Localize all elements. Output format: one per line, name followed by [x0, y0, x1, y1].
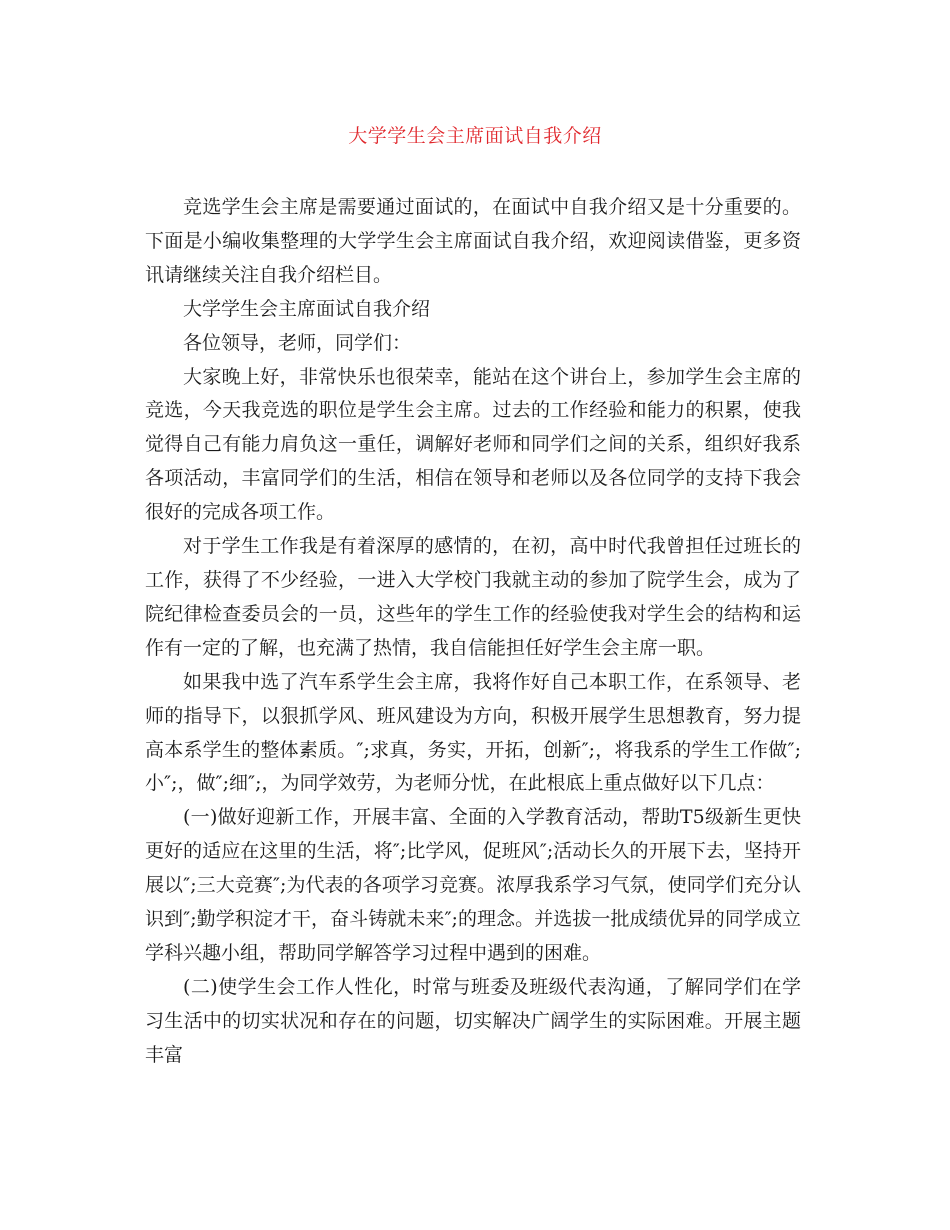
paragraph-heading: 大学学生会主席面试自我介绍: [183, 297, 431, 320]
document-title: 大学学生会主席面试自我介绍: [348, 125, 602, 147]
paragraph-point-two: (二)使学生会工作人性化，时常与班委及班级代表沟通，了解同学们在学习生活中的切实状况和存在的问题，切实解决广阔学生的实际困难。开展主题丰富: [145, 975, 801, 1066]
document-body: [145, 191, 801, 1073]
paragraph-intro: 竞选学生会主席是需要通过面试的，在面试中自我介绍又是十分重要的。下面是小编收集整理的大学学生会主席面试自我介绍，欢迎阅读借鉴，更多资讯请继续关注自我介绍栏目。: [145, 196, 801, 286]
paragraph-point-one: (一)做好迎新工作，开展丰富、全面的入学教育活动，帮助T5级新生更快更好的适应在这里的生活，将″;比学风，促班风″;活动长久的开展下去，坚持开展以″;三大竞赛″;为代表的各项学习竞赛。浓厚我系学习气氛，使同学们充分认识到″;勤学积淀才干，奋斗铸就未来″;的理念。并选拔一批成绩优异的同学成立学科兴趣小组，帮助同学解答学习过程中遇到的困难。: [145, 806, 801, 964]
paragraph-experience: 对于学生工作我是有着深厚的感情的，在初，高中时代我曾担任过班长的工作，获得了不少经验，一进入大学校门我就主动的参加了院学生会，成为了院纪律检查委员会的一员，这些年的学生工作的经验使我对学生会的结构和运作有一定的了解，也充满了热情，我自信能担任好学生会主席一职。: [145, 535, 801, 659]
paragraph-greeting: 大家晚上好，非常快乐也很荣幸，能站在这个讲台上，参加学生会主席的竞选，今天我竞选的职位是学生会主席。过去的工作经验和能力的积累，使我觉得自己有能力肩负这一重任，调解好老师和同学们之间的关系，组织好我系各项活动，丰富同学们的生活，相信在领导和老师以及各位同学的支持下我会很好的完成各项工作。: [145, 365, 801, 524]
paragraph-salutation: 各位领导，老师，同学们：: [183, 331, 412, 354]
paragraph-plan: 如果我中选了汽车系学生会主席，我将作好自己本职工作，在系领导、老师的指导下，以狠抓学风、班风建设为方向，积极开展学生思想教育，努力提高本系学生的整体素质。″;求真，务实，开拓，创新″;，将我系的学生工作做″;小″;，做″;细″;，为同学效劳，为老师分忧，在此根底上重点做好以下几点：: [145, 670, 801, 795]
